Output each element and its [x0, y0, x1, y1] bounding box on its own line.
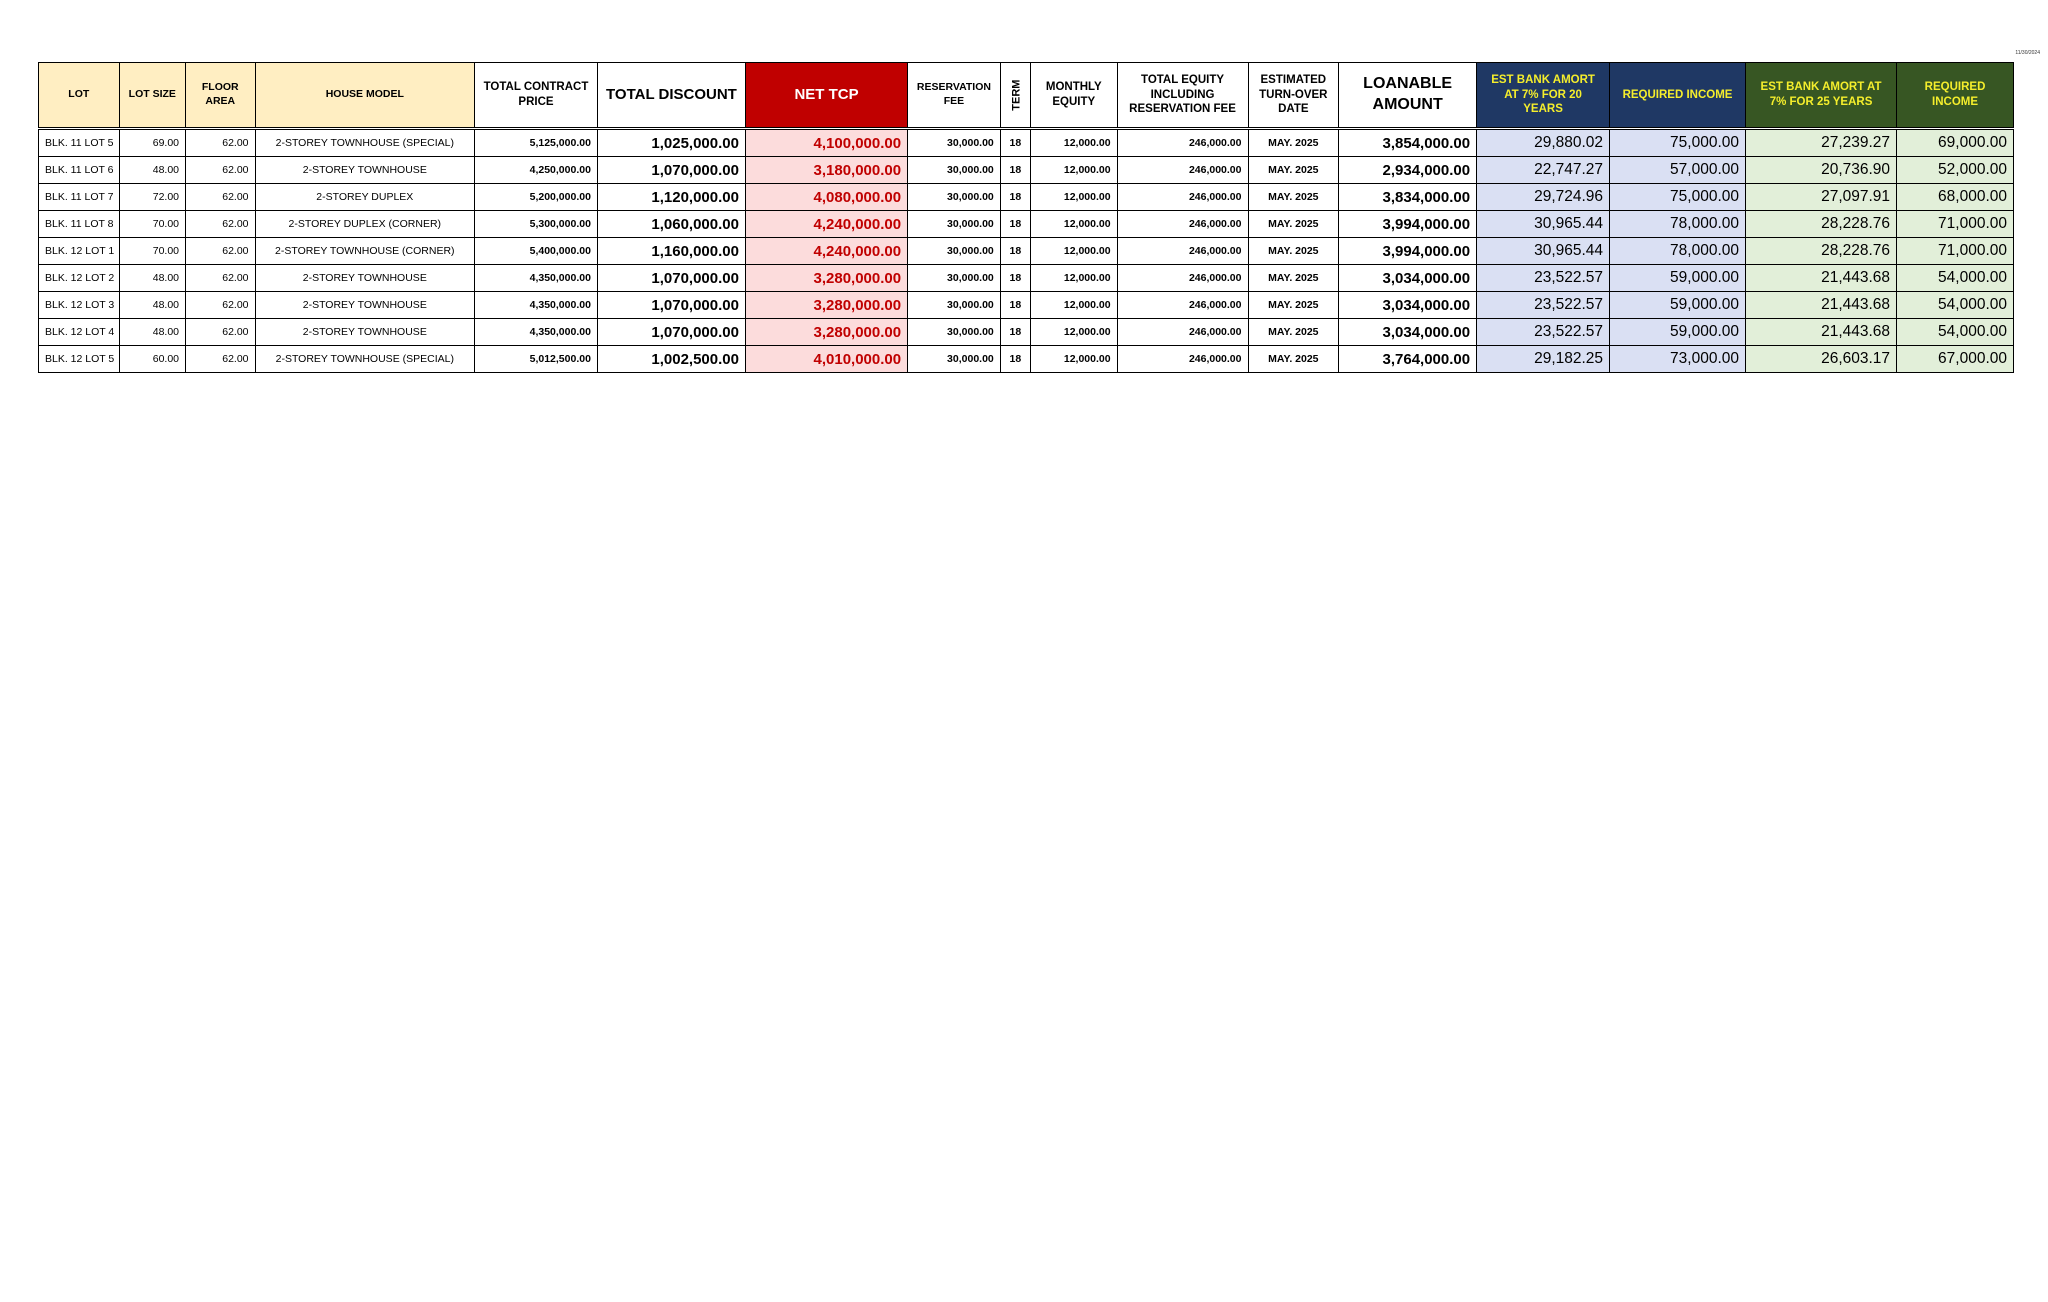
cell-total-discount: 1,070,000.00 [597, 292, 745, 319]
cell-amort-25: 28,228.76 [1746, 238, 1897, 265]
cell-total-equity: 246,000.00 [1117, 346, 1248, 373]
cell-income-20: 57,000.00 [1610, 157, 1746, 184]
cell-total-discount: 1,160,000.00 [597, 238, 745, 265]
cell-income-25: 71,000.00 [1897, 211, 2014, 238]
col-header-house-model: HOUSE MODEL [255, 63, 475, 129]
cell-loanable-amount: 2,934,000.00 [1339, 157, 1477, 184]
cell-income-20: 75,000.00 [1610, 184, 1746, 211]
cell-floor-area: 62.00 [186, 211, 255, 238]
col-header-lot-size: LOT SIZE [119, 63, 185, 129]
cell-lot-size: 70.00 [119, 211, 185, 238]
cell-net-tcp: 4,240,000.00 [745, 211, 907, 238]
cell-total-equity: 246,000.00 [1117, 265, 1248, 292]
col-header-total-equity: TOTAL EQUITY INCLUDING RESERVATION FEE [1117, 63, 1248, 129]
cell-total-discount: 1,070,000.00 [597, 157, 745, 184]
cell-house-model: 2-STOREY DUPLEX [255, 184, 475, 211]
cell-total-discount: 1,002,500.00 [597, 346, 745, 373]
col-header-income-25: REQUIRED INCOME [1897, 63, 2014, 129]
cell-total-contract-price: 5,200,000.00 [475, 184, 598, 211]
cell-monthly-equity: 12,000.00 [1030, 211, 1117, 238]
cell-total-contract-price: 5,125,000.00 [475, 129, 598, 157]
table-row [39, 184, 2014, 211]
cell-total-equity: 246,000.00 [1117, 184, 1248, 211]
cell-floor-area: 62.00 [186, 184, 255, 211]
cell-house-model: 2-STOREY TOWNHOUSE [255, 319, 475, 346]
price-list-table [38, 62, 2014, 373]
cell-lot: BLK. 12 LOT 5 [39, 346, 120, 373]
cell-turnover-date: MAY. 2025 [1248, 292, 1339, 319]
cell-total-equity: 246,000.00 [1117, 157, 1248, 184]
cell-lot-size: 60.00 [119, 346, 185, 373]
table-row [39, 238, 2014, 265]
col-header-turnover-date: ESTIMATED TURN-OVER DATE [1248, 63, 1339, 129]
cell-term: 18 [1000, 157, 1030, 184]
cell-floor-area: 62.00 [186, 129, 255, 157]
cell-reservation-fee: 30,000.00 [908, 319, 1001, 346]
cell-monthly-equity: 12,000.00 [1030, 238, 1117, 265]
cell-house-model: 2-STOREY TOWNHOUSE [255, 157, 475, 184]
cell-income-20: 75,000.00 [1610, 129, 1746, 157]
cell-total-equity: 246,000.00 [1117, 129, 1248, 157]
cell-turnover-date: MAY. 2025 [1248, 238, 1339, 265]
cell-amort-20: 23,522.57 [1477, 319, 1610, 346]
cell-amort-20: 22,747.27 [1477, 157, 1610, 184]
cell-house-model: 2-STOREY TOWNHOUSE (SPECIAL) [255, 346, 475, 373]
cell-lot: BLK. 11 LOT 5 [39, 129, 120, 157]
cell-income-25: 54,000.00 [1897, 292, 2014, 319]
cell-term: 18 [1000, 346, 1030, 373]
cell-net-tcp: 4,240,000.00 [745, 238, 907, 265]
cell-reservation-fee: 30,000.00 [908, 292, 1001, 319]
cell-amort-25: 20,736.90 [1746, 157, 1897, 184]
cell-net-tcp: 4,010,000.00 [745, 346, 907, 373]
cell-amort-20: 30,965.44 [1477, 211, 1610, 238]
cell-lot-size: 48.00 [119, 157, 185, 184]
cell-monthly-equity: 12,000.00 [1030, 319, 1117, 346]
cell-floor-area: 62.00 [186, 238, 255, 265]
cell-income-25: 54,000.00 [1897, 319, 2014, 346]
cell-income-20: 59,000.00 [1610, 265, 1746, 292]
cell-lot: BLK. 11 LOT 6 [39, 157, 120, 184]
cell-total-equity: 246,000.00 [1117, 292, 1248, 319]
cell-turnover-date: MAY. 2025 [1248, 319, 1339, 346]
cell-reservation-fee: 30,000.00 [908, 157, 1001, 184]
cell-total-contract-price: 4,250,000.00 [475, 157, 598, 184]
cell-amort-25: 27,097.91 [1746, 184, 1897, 211]
cell-amort-20: 29,880.02 [1477, 129, 1610, 157]
cell-amort-20: 23,522.57 [1477, 292, 1610, 319]
cell-term: 18 [1000, 292, 1030, 319]
cell-amort-25: 26,603.17 [1746, 346, 1897, 373]
cell-amort-25: 21,443.68 [1746, 292, 1897, 319]
table-row [39, 265, 2014, 292]
cell-reservation-fee: 30,000.00 [908, 265, 1001, 292]
cell-lot: BLK. 11 LOT 7 [39, 184, 120, 211]
cell-floor-area: 62.00 [186, 346, 255, 373]
cell-lot: BLK. 12 LOT 2 [39, 265, 120, 292]
col-header-floor-area: FLOOR AREA [186, 63, 255, 129]
cell-loanable-amount: 3,834,000.00 [1339, 184, 1477, 211]
cell-term: 18 [1000, 211, 1030, 238]
col-header-total-discount: TOTAL DISCOUNT [597, 63, 745, 129]
table-row [39, 292, 2014, 319]
cell-total-contract-price: 5,012,500.00 [475, 346, 598, 373]
cell-net-tcp: 4,100,000.00 [745, 129, 907, 157]
cell-total-contract-price: 4,350,000.00 [475, 292, 598, 319]
cell-income-20: 59,000.00 [1610, 292, 1746, 319]
col-header-term-label: TERM [1010, 79, 1023, 111]
cell-net-tcp: 4,080,000.00 [745, 184, 907, 211]
cell-total-discount: 1,060,000.00 [597, 211, 745, 238]
table-row [39, 346, 2014, 373]
cell-lot: BLK. 12 LOT 4 [39, 319, 120, 346]
cell-total-discount: 1,070,000.00 [597, 319, 745, 346]
cell-net-tcp: 3,280,000.00 [745, 265, 907, 292]
col-header-net-tcp: NET TCP [745, 63, 907, 129]
cell-house-model: 2-STOREY TOWNHOUSE (CORNER) [255, 238, 475, 265]
col-header-amort-25: EST BANK AMORT AT 7% FOR 25 YEARS [1746, 63, 1897, 129]
cell-amort-25: 28,228.76 [1746, 211, 1897, 238]
cell-loanable-amount: 3,764,000.00 [1339, 346, 1477, 373]
cell-income-20: 59,000.00 [1610, 319, 1746, 346]
cell-reservation-fee: 30,000.00 [908, 238, 1001, 265]
cell-turnover-date: MAY. 2025 [1248, 346, 1339, 373]
cell-total-discount: 1,070,000.00 [597, 265, 745, 292]
cell-total-contract-price: 4,350,000.00 [475, 319, 598, 346]
cell-income-20: 73,000.00 [1610, 346, 1746, 373]
cell-reservation-fee: 30,000.00 [908, 129, 1001, 157]
cell-amort-20: 30,965.44 [1477, 238, 1610, 265]
table-row [39, 319, 2014, 346]
cell-net-tcp: 3,180,000.00 [745, 157, 907, 184]
cell-house-model: 2-STOREY TOWNHOUSE (SPECIAL) [255, 129, 475, 157]
cell-reservation-fee: 30,000.00 [908, 184, 1001, 211]
cell-total-discount: 1,025,000.00 [597, 129, 745, 157]
cell-term: 18 [1000, 184, 1030, 211]
cell-lot-size: 69.00 [119, 129, 185, 157]
cell-floor-area: 62.00 [186, 319, 255, 346]
cell-amort-25: 21,443.68 [1746, 319, 1897, 346]
col-header-term [1000, 63, 1030, 129]
cell-turnover-date: MAY. 2025 [1248, 184, 1339, 211]
cell-loanable-amount: 3,034,000.00 [1339, 292, 1477, 319]
cell-income-25: 67,000.00 [1897, 346, 2014, 373]
cell-loanable-amount: 3,034,000.00 [1339, 319, 1477, 346]
cell-total-equity: 246,000.00 [1117, 238, 1248, 265]
cell-total-contract-price: 5,400,000.00 [475, 238, 598, 265]
cell-reservation-fee: 30,000.00 [908, 346, 1001, 373]
cell-income-20: 78,000.00 [1610, 238, 1746, 265]
col-header-amort-20: EST BANK AMORT AT 7% FOR 20 YEARS [1477, 63, 1610, 129]
table-row [39, 211, 2014, 238]
cell-turnover-date: MAY. 2025 [1248, 129, 1339, 157]
header-row [39, 63, 2014, 129]
cell-lot-size: 48.00 [119, 265, 185, 292]
cell-amort-20: 29,182.25 [1477, 346, 1610, 373]
cell-income-25: 68,000.00 [1897, 184, 2014, 211]
cell-turnover-date: MAY. 2025 [1248, 157, 1339, 184]
cell-amort-25: 27,239.27 [1746, 129, 1897, 157]
print-date: 11/30/2024 [2015, 50, 2040, 56]
cell-term: 18 [1000, 319, 1030, 346]
cell-income-20: 78,000.00 [1610, 211, 1746, 238]
cell-monthly-equity: 12,000.00 [1030, 129, 1117, 157]
cell-loanable-amount: 3,854,000.00 [1339, 129, 1477, 157]
cell-net-tcp: 3,280,000.00 [745, 292, 907, 319]
cell-income-25: 71,000.00 [1897, 238, 2014, 265]
cell-total-contract-price: 5,300,000.00 [475, 211, 598, 238]
col-header-reservation-fee: RESERVATION FEE [908, 63, 1001, 129]
cell-monthly-equity: 12,000.00 [1030, 346, 1117, 373]
cell-lot-size: 48.00 [119, 292, 185, 319]
cell-net-tcp: 3,280,000.00 [745, 319, 907, 346]
table-body [39, 129, 2014, 373]
col-header-monthly-equity: MONTHLY EQUITY [1030, 63, 1117, 129]
cell-turnover-date: MAY. 2025 [1248, 265, 1339, 292]
cell-term: 18 [1000, 129, 1030, 157]
cell-income-25: 52,000.00 [1897, 157, 2014, 184]
col-header-lot: LOT [39, 63, 120, 129]
cell-monthly-equity: 12,000.00 [1030, 292, 1117, 319]
cell-monthly-equity: 12,000.00 [1030, 184, 1117, 211]
cell-income-25: 69,000.00 [1897, 129, 2014, 157]
table-row [39, 129, 2014, 157]
col-header-income-20: REQUIRED INCOME [1610, 63, 1746, 129]
cell-amort-20: 23,522.57 [1477, 265, 1610, 292]
cell-total-contract-price: 4,350,000.00 [475, 265, 598, 292]
cell-lot-size: 70.00 [119, 238, 185, 265]
cell-turnover-date: MAY. 2025 [1248, 211, 1339, 238]
cell-income-25: 54,000.00 [1897, 265, 2014, 292]
cell-monthly-equity: 12,000.00 [1030, 265, 1117, 292]
cell-floor-area: 62.00 [186, 157, 255, 184]
cell-lot-size: 48.00 [119, 319, 185, 346]
col-header-loanable-amount: LOANABLE AMOUNT [1339, 63, 1477, 129]
cell-amort-25: 21,443.68 [1746, 265, 1897, 292]
cell-loanable-amount: 3,034,000.00 [1339, 265, 1477, 292]
cell-house-model: 2-STOREY DUPLEX (CORNER) [255, 211, 475, 238]
cell-lot: BLK. 12 LOT 1 [39, 238, 120, 265]
cell-house-model: 2-STOREY TOWNHOUSE [255, 265, 475, 292]
cell-lot-size: 72.00 [119, 184, 185, 211]
cell-monthly-equity: 12,000.00 [1030, 157, 1117, 184]
cell-total-equity: 246,000.00 [1117, 211, 1248, 238]
cell-floor-area: 62.00 [186, 265, 255, 292]
cell-loanable-amount: 3,994,000.00 [1339, 211, 1477, 238]
cell-total-discount: 1,120,000.00 [597, 184, 745, 211]
cell-lot: BLK. 12 LOT 3 [39, 292, 120, 319]
cell-lot: BLK. 11 LOT 8 [39, 211, 120, 238]
cell-floor-area: 62.00 [186, 292, 255, 319]
cell-house-model: 2-STOREY TOWNHOUSE [255, 292, 475, 319]
cell-term: 18 [1000, 238, 1030, 265]
cell-reservation-fee: 30,000.00 [908, 211, 1001, 238]
cell-total-equity: 246,000.00 [1117, 319, 1248, 346]
col-header-total-contract-price: TOTAL CONTRACT PRICE [475, 63, 598, 129]
table-row [39, 157, 2014, 184]
cell-term: 18 [1000, 265, 1030, 292]
cell-amort-20: 29,724.96 [1477, 184, 1610, 211]
cell-loanable-amount: 3,994,000.00 [1339, 238, 1477, 265]
